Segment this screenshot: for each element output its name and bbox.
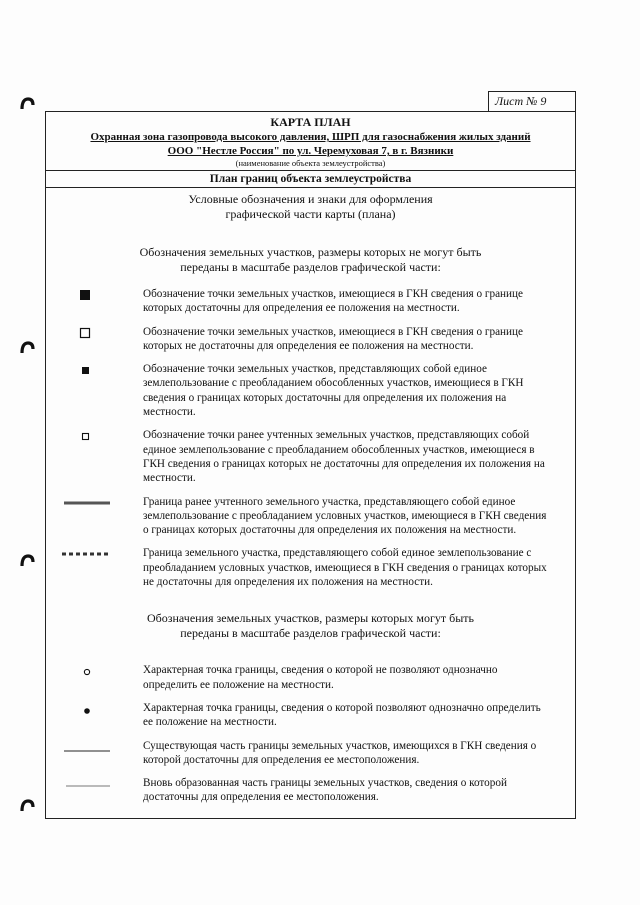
- legend-item: [46, 362, 575, 419]
- legend-item-text: Существующая часть границы земельных участков, имеющихся в ГКН сведения о которой достаточны для определения ее местоположения.: [143, 739, 537, 766]
- empty-circle-icon: [60, 664, 112, 678]
- group-2-legend-list: [46, 663, 575, 804]
- binder-mark-icon: [20, 340, 35, 354]
- legend-item-text: Граница земельного участка, представляющего собой единое землепользование с преобладанием условных участков, имеющиеся в ГКН сведения о границах которых не достаточны для определения их положения на местности.: [143, 547, 547, 589]
- legend-item: [46, 701, 575, 730]
- legend-item-text: Характерная точка границы, сведения о которой не позволяют однозначно определить ее положение на местности.: [143, 664, 498, 691]
- group-1-legend-list: [46, 287, 575, 589]
- legend-item-text: Обозначение точки земельных участков, имеющиеся в ГКН сведения о границе которых не достаточны для определения ее положения на местности.: [143, 325, 523, 352]
- group-2-title: [46, 611, 575, 641]
- object-name-caption: (наименование объекта землеустройства): [235, 158, 386, 168]
- thin-gray-line-icon: [60, 777, 112, 791]
- legend-item-text: Обозначение точки земельных участков, имеющиеся в ГКН сведения о границе которых достаточны для определения ее положения на местности.: [143, 288, 523, 315]
- dashed-line-icon: [60, 547, 112, 561]
- group-2-title-line-2: переданы в масштабе разделов графической части:: [180, 626, 441, 641]
- group-2-title-line-1: Обозначения земельных участков, размеры которых могут быть: [147, 611, 474, 626]
- legend-title: [46, 192, 575, 222]
- legend-item: [46, 287, 575, 316]
- legend-item-text: Граница ранее учтенного земельного участка, представляющего собой единое землепользование с преобладанием условных участков, имеющиеся в ГКН сведения о границах которых достаточны для определения их положения на местности.: [143, 495, 547, 537]
- group-1-title-line-1: Обозначения земельных участков, размеры которых не могут быть: [139, 245, 482, 259]
- binder-mark-icon: [20, 798, 35, 812]
- small-empty-square-icon: [60, 429, 112, 443]
- legend-item-text: Обозначение точки ранее учтенных земельных участков, представляющих собой единое землепользование с преобладанием обособленных участков, имеющиеся в ГКН сведения о границах которых не достаточны для определения их положения на местности.: [143, 429, 545, 485]
- legend-item: [46, 428, 575, 485]
- legend-item: [46, 325, 575, 354]
- empty-square-icon: [60, 326, 112, 340]
- legend-item: [46, 546, 575, 589]
- filled-square-icon: [60, 288, 112, 302]
- filled-dot-icon: [60, 702, 112, 716]
- legend-item-text: Вновь образованная часть границы земельных участков, сведения о которой достаточны для определения ее местоположения.: [143, 777, 507, 804]
- map-plan-frame: [45, 111, 576, 819]
- document-header: [46, 115, 575, 168]
- legend-title-line-2: графической части карты (плана): [225, 207, 396, 221]
- legend-item: [46, 495, 575, 538]
- sheet-number: Лист № 9: [488, 91, 576, 111]
- legend-item: [46, 776, 575, 805]
- legend-item-text: Обозначение точки земельных участков, представляющих собой единое землепользование с преобладанием обособленных участков, имеющиеся в ГКН сведения о границах которых достаточны для определения их положения на местности.: [143, 363, 524, 419]
- legend-title-line-1: Условные обозначения и знаки для оформления: [188, 192, 433, 206]
- group-1-title: [46, 245, 575, 275]
- legend-item-text: Характерная точка границы, сведения о которой позволяют однозначно определить ее положение на местности.: [143, 701, 541, 729]
- binder-mark-icon: [20, 553, 35, 567]
- thin-line-icon: [60, 740, 112, 754]
- object-name-line-2: ООО "Нестле Россия" по ул. Черемуховая 7, в г. Вязники: [167, 145, 454, 157]
- legend-item: [46, 663, 575, 692]
- section-title: План границ объекта землеустройства: [46, 170, 575, 188]
- binder-mark-icon: [20, 96, 35, 110]
- small-filled-square-icon: [60, 363, 112, 377]
- group-1-title-line-2: переданы в масштабе разделов графической части:: [180, 260, 441, 274]
- thick-line-icon: [60, 496, 112, 510]
- object-name-line-1: Охранная зона газопровода высокого давления, ШРП для газоснабжения жилых зданий: [90, 131, 531, 143]
- document-title: КАРТА ПЛАН: [270, 115, 351, 129]
- legend-item: [46, 739, 575, 768]
